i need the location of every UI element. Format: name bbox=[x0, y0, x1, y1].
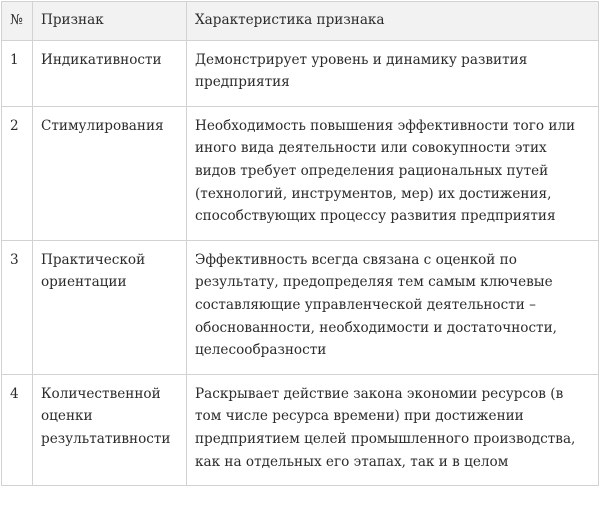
row-feature: Практической ориентации bbox=[33, 240, 187, 374]
header-feature: Признак bbox=[33, 2, 187, 41]
row-number: 4 bbox=[2, 374, 33, 485]
row-description: Раскрывает действие закона экономии ресурсов (в том числе ресурса времени) при достижении предприятием целей промышленного производства, как на отдельных его этапах, так и в целом bbox=[187, 374, 599, 485]
row-feature: Индикативности bbox=[33, 40, 187, 106]
row-number: 1 bbox=[2, 40, 33, 106]
row-description: Демонстрирует уровень и динамику развития предприятия bbox=[187, 40, 599, 106]
table-header bbox=[2, 2, 599, 41]
row-number: 2 bbox=[2, 106, 33, 240]
table-body bbox=[2, 40, 599, 486]
features-table bbox=[1, 1, 599, 486]
row-feature: Количественной оценки результативности bbox=[33, 374, 187, 485]
table-row bbox=[2, 240, 599, 374]
row-feature: Стимулирования bbox=[33, 106, 187, 240]
table-row bbox=[2, 106, 599, 240]
header-row bbox=[2, 2, 599, 41]
table-row bbox=[2, 374, 599, 485]
header-description: Характеристика признака bbox=[187, 2, 599, 41]
row-description: Необходимость повышения эффективности того или иного вида деятельности или совокупности этих видов требует определения рациональных путей (технологий, инструментов, мер) их достижения, способствующих процессу развития предприятия bbox=[187, 106, 599, 240]
header-number: № bbox=[2, 2, 33, 41]
row-description: Эффективность всегда связана с оценкой по результату, предопределяя тем самым ключевые составляющие управленческой деятельности – обоснованности, необходимости и достаточности, целесообразности bbox=[187, 240, 599, 374]
table-row bbox=[2, 40, 599, 106]
row-number: 3 bbox=[2, 240, 33, 374]
